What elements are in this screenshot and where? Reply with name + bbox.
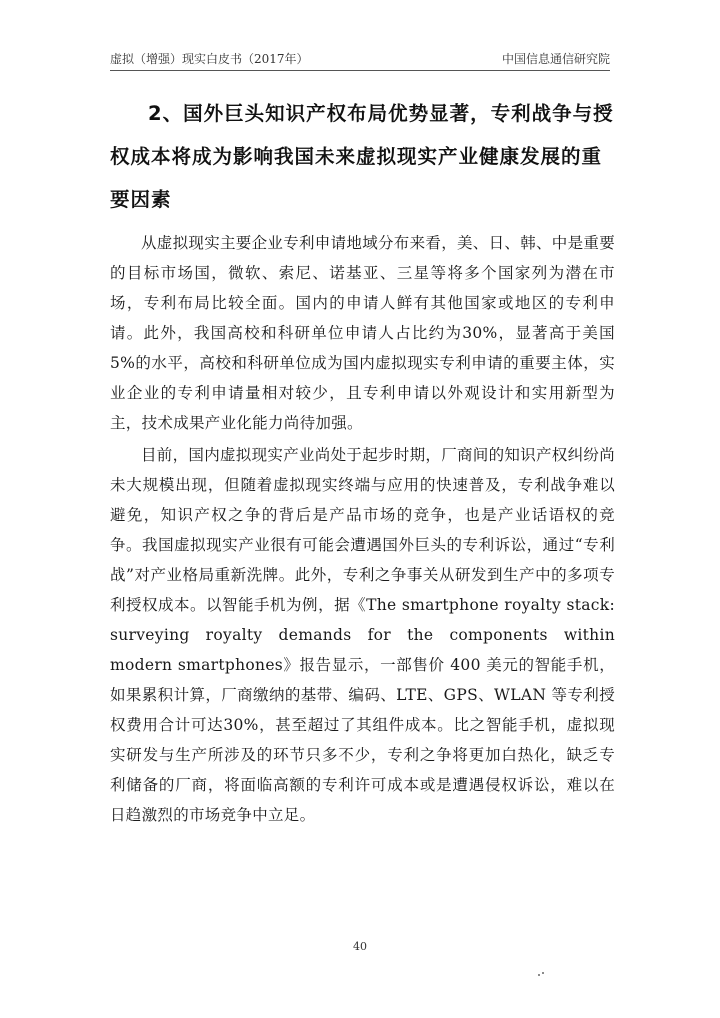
section-title: 国外巨头知识产权布局优势显著，专利战争与授权成本将成为影响我国未来虚拟现实产业健康发展的重要因素 [110, 102, 614, 211]
paragraph: 目前，国内虚拟现实产业尚处于起步时期，厂商间的知识产权纠纷尚未大规模出现，但随着虚拟现实终端与应用的快速普及，专利战争难以避免，知识产权之争的背后是产品市场的竞争，也是产业话语权的竞争。我国虚拟现实产业很有可能会遭遇国外巨头的专利诉讼，通过“专利战”对产业格局重新洗牌。此外，专利之争事关从研发到生产中的多项专利授权成本。以智能手机为例，据《The smartphone royalty stack: surveying royalty demands for the components within modern smartphones》报告显示，一部售价 400 美元的智能手机，如果累积计算，厂商缴纳的基带、编码、LTE、GPS、WLAN 等专利授权费用合计可达30%，甚至超过了其组件成本。比之智能手机，虚拟现实研发与生产所涉及的环节只多不少，专利之争将更加白热化，缺乏专利储备的厂商，将面临高额的专利许可成本或是遭遇侵权诉讼，难以在日趋激烈的市场竞争中立足。 [110, 446, 616, 824]
header-organization: 中国信息通信研究院 [501, 52, 610, 66]
scan-speck [538, 972, 546, 976]
section-heading [110, 92, 615, 221]
header-rule [110, 70, 610, 71]
page-number: 40 [353, 940, 367, 953]
header-title: 虚拟（增强）现实白皮书（2017年） [110, 52, 309, 66]
body-text [110, 228, 615, 832]
section-number: 2、 [148, 102, 184, 125]
paragraph: 从虚拟现实主要企业专利申请地域分布来看，美、日、韩、中是重要的目标市场国，微软、索尼、诺基亚、三星等将多个国家列为潜在市场，专利布局比较全面。国内的申请人鲜有其他国家或地区的专利申请。此外，我国高校和科研单位申请人占比约为30%，显著高于美国 5%的水平，高校和科研单位成为国内虚拟现实专利申请的重要主体，实业企业的专利申请量相对较少，且专利申请以外观设计和实用新型为主，技术成果产业化能力尚待加强。 [110, 234, 616, 432]
page-header [110, 50, 610, 70]
